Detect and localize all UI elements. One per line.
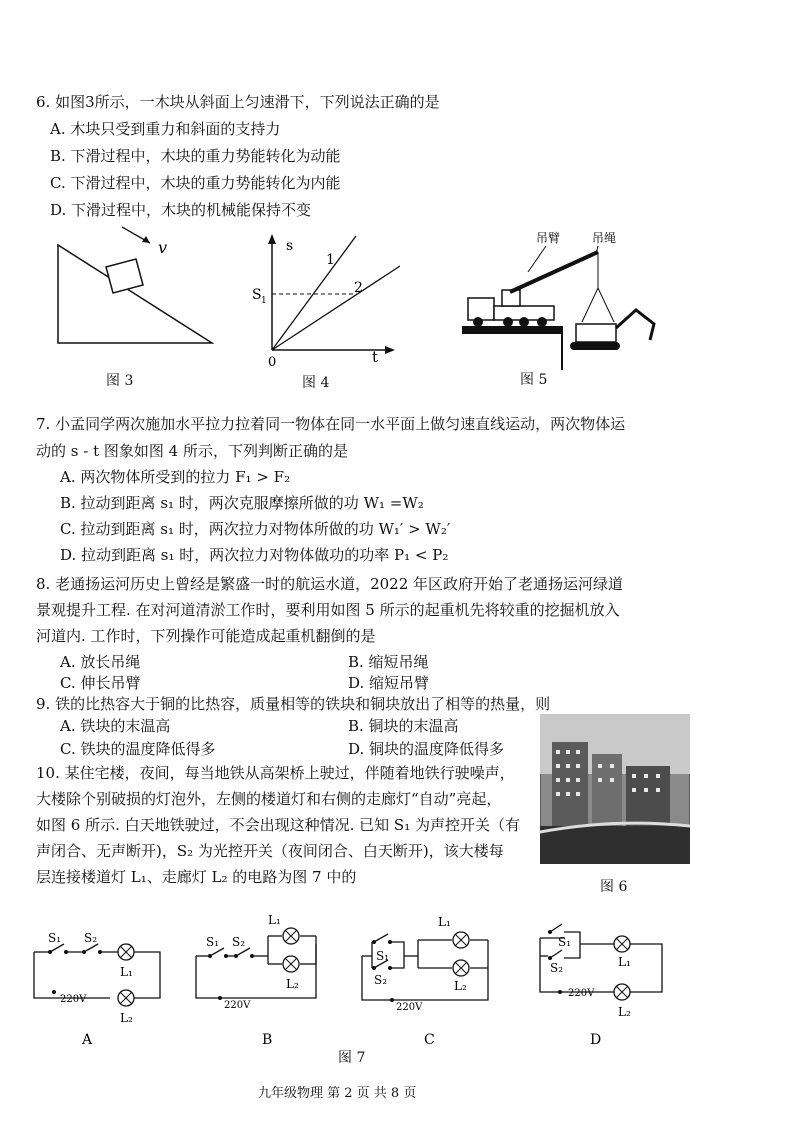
figure-4-st-graph bbox=[250, 230, 400, 370]
label-s1: S₁ bbox=[206, 935, 220, 949]
q10-line3: 如图 6 所示. 白天地铁驶过，不会出现这种情况. 已知 S₁ 为声控开关（有 bbox=[36, 816, 520, 834]
arm-label-leader bbox=[528, 246, 546, 272]
y-axis-arrow bbox=[268, 234, 276, 244]
x-axis-arrow bbox=[385, 346, 395, 354]
figure-3-incline bbox=[50, 225, 220, 355]
s1-subscript: 1 bbox=[261, 296, 267, 306]
excavator-arm bbox=[616, 310, 654, 340]
label-s2: S₂ bbox=[550, 961, 564, 975]
figure-6-photo bbox=[540, 714, 690, 864]
line-1 bbox=[272, 236, 356, 350]
label-l1: L₁ bbox=[268, 913, 281, 927]
truck-wheel bbox=[503, 317, 513, 327]
q6-option-c: C. 下滑过程中，木块的重力势能转化为内能 bbox=[50, 174, 341, 192]
option-a-label: A bbox=[82, 1032, 93, 1048]
ground-bank bbox=[462, 326, 562, 334]
truck-cab bbox=[468, 298, 494, 320]
q8-stem-line3: 河道内. 工作时，下列操作可能造成起重机翻倒的是 bbox=[36, 627, 376, 645]
label-l1: L₁ bbox=[618, 955, 631, 969]
origin-label: 0 bbox=[268, 355, 277, 370]
label-s2: S₂ bbox=[374, 973, 388, 987]
q8-stem-line2: 景观提升工程. 在对河道清淤工作时，要利用如图 5 所示的起重机先将较重的挖掘机放入 bbox=[36, 601, 620, 619]
label-voltage: 220V bbox=[396, 1002, 423, 1013]
arm-label: 吊臂 bbox=[536, 231, 561, 245]
q7-option-d: D. 拉动到距离 s₁ 时，两次拉力对物体做功的功率 P₁ < P₂ bbox=[60, 546, 449, 564]
building-middle bbox=[592, 754, 622, 826]
label-s2: S₂ bbox=[84, 931, 98, 945]
q9-option-d: D. 铜块的温度降低得多 bbox=[348, 740, 505, 758]
circuit-b bbox=[196, 913, 316, 1048]
q6-option-a: A. 木块只受到重力和斜面的支持力 bbox=[50, 120, 281, 138]
q7-option-a: A. 两次物体所受到的拉力 F₁ > F₂ bbox=[60, 468, 291, 486]
truck-wheel bbox=[537, 317, 547, 327]
q9-option-c: C. 铁块的温度降低得多 bbox=[60, 740, 216, 758]
label-l2: L₂ bbox=[454, 979, 467, 993]
sling-left bbox=[582, 288, 598, 322]
q10-line5: 层连接楼道灯 L₁、走廊灯 L₂ 的电路为图 7 中的 bbox=[36, 868, 357, 886]
label-s2: S₂ bbox=[232, 935, 246, 949]
label-l1: L₁ bbox=[120, 965, 133, 979]
label-voltage: 220V bbox=[224, 1000, 251, 1011]
s1-label: S bbox=[252, 287, 262, 303]
q7-stem-line1: 7. 小孟同学两次施加水平拉力拉着同一物体在同一水平面上做匀速直线运动，两次物体运 bbox=[36, 415, 626, 433]
excavator-cab bbox=[576, 324, 616, 342]
figure-7-caption: 图 7 bbox=[338, 1050, 366, 1066]
figure-5-caption: 图 5 bbox=[520, 372, 548, 388]
label-s1: S₁ bbox=[48, 931, 62, 945]
q7-stem-line2: 动的 s - t 图象如图 4 所示，下列判断正确的是 bbox=[36, 442, 348, 460]
circuit-c bbox=[362, 915, 488, 1048]
rope-label: 吊绳 bbox=[592, 231, 617, 245]
q10-line4: 声闭合、无声断开)，S₂ 为光控开关（夜间闭合、白天断开)，该大楼每 bbox=[36, 842, 504, 860]
q8-option-c: C. 伸长吊臂 bbox=[60, 674, 141, 692]
q6-option-d: D. 下滑过程中，木块的机械能保持不变 bbox=[50, 201, 312, 219]
label-s1: S₁ bbox=[376, 949, 390, 963]
wooden-block bbox=[106, 259, 143, 293]
x-axis-label: t bbox=[372, 348, 379, 366]
y-axis-label: s bbox=[286, 238, 294, 254]
q9-option-a: A. 铁块的末温高 bbox=[60, 717, 171, 735]
q8-option-d: D. 缩短吊臂 bbox=[348, 674, 430, 692]
page-footer: 九年级物理 第 2 页 共 8 页 bbox=[258, 1086, 417, 1101]
q9-stem: 9. 铁的比热容大于铜的比热容，质量相等的铁块和铜块放出了相等的热量，则 bbox=[36, 695, 551, 713]
q7-option-c: C. 拉动到距离 s₁ 时，两次拉力对物体所做的功 W₁′ > W₂′ bbox=[60, 520, 451, 538]
circuit-d bbox=[540, 924, 662, 1048]
q6-option-b: B. 下滑过程中，木块的重力势能转化为动能 bbox=[50, 147, 341, 165]
option-b-label: B bbox=[262, 1032, 273, 1048]
label-s1: S₁ bbox=[558, 935, 572, 949]
option-c-label: C bbox=[424, 1032, 435, 1048]
q10-line1: 10. 某住宅楼，夜间，每当地铁从高架桥上驶过，伴随着地铁行驶噪声， bbox=[36, 764, 515, 782]
crane-boom bbox=[510, 252, 598, 292]
q9-option-b: B. 铜块的末温高 bbox=[348, 717, 459, 735]
truck-wheel bbox=[519, 317, 529, 327]
figure-3-caption: 图 3 bbox=[106, 373, 134, 389]
line-1-label: 1 bbox=[326, 252, 335, 268]
q10-line2: 大楼除个别破损的灯泡外，左侧的楼道灯和右侧的走廊灯“自动”亮起， bbox=[36, 790, 502, 808]
label-l2: L₂ bbox=[120, 1011, 133, 1025]
excavator-track bbox=[570, 342, 620, 350]
q8-option-b: B. 缩短吊绳 bbox=[348, 653, 429, 671]
label-l2: L₂ bbox=[618, 1005, 631, 1019]
velocity-label: v bbox=[158, 238, 168, 257]
figure-6-caption: 图 6 bbox=[600, 879, 628, 895]
ground-trees bbox=[540, 826, 690, 864]
sling-right bbox=[598, 288, 614, 322]
q8-option-a: A. 放长吊绳 bbox=[60, 653, 141, 671]
figure-4-caption: 图 4 bbox=[302, 375, 330, 391]
figure-5-crane bbox=[458, 228, 668, 373]
figure-7-circuits bbox=[20, 912, 760, 1052]
truck-wheel bbox=[473, 317, 483, 327]
q6-stem: 6. 如图3所示，一木块从斜面上匀速滑下，下列说法正确的是 bbox=[36, 93, 440, 111]
q8-stem-line1: 8. 老通扬运河历史上曾经是繁盛一时的航运水道，2022 年区政府开始了老通扬运河绿道 bbox=[36, 575, 624, 593]
label-l1: L₁ bbox=[438, 915, 451, 929]
option-d-label: D bbox=[590, 1032, 602, 1048]
label-l2: L₂ bbox=[286, 977, 299, 991]
label-voltage: 220V bbox=[60, 994, 87, 1005]
line-2-label: 2 bbox=[354, 280, 363, 296]
q7-option-b: B. 拉动到距离 s₁ 时，两次克服摩擦所做的功 W₁ =W₂ bbox=[60, 494, 424, 512]
label-voltage: 220V bbox=[568, 988, 595, 999]
line-2 bbox=[272, 266, 400, 350]
circuit-a bbox=[34, 931, 160, 1048]
building-left bbox=[552, 742, 588, 826]
